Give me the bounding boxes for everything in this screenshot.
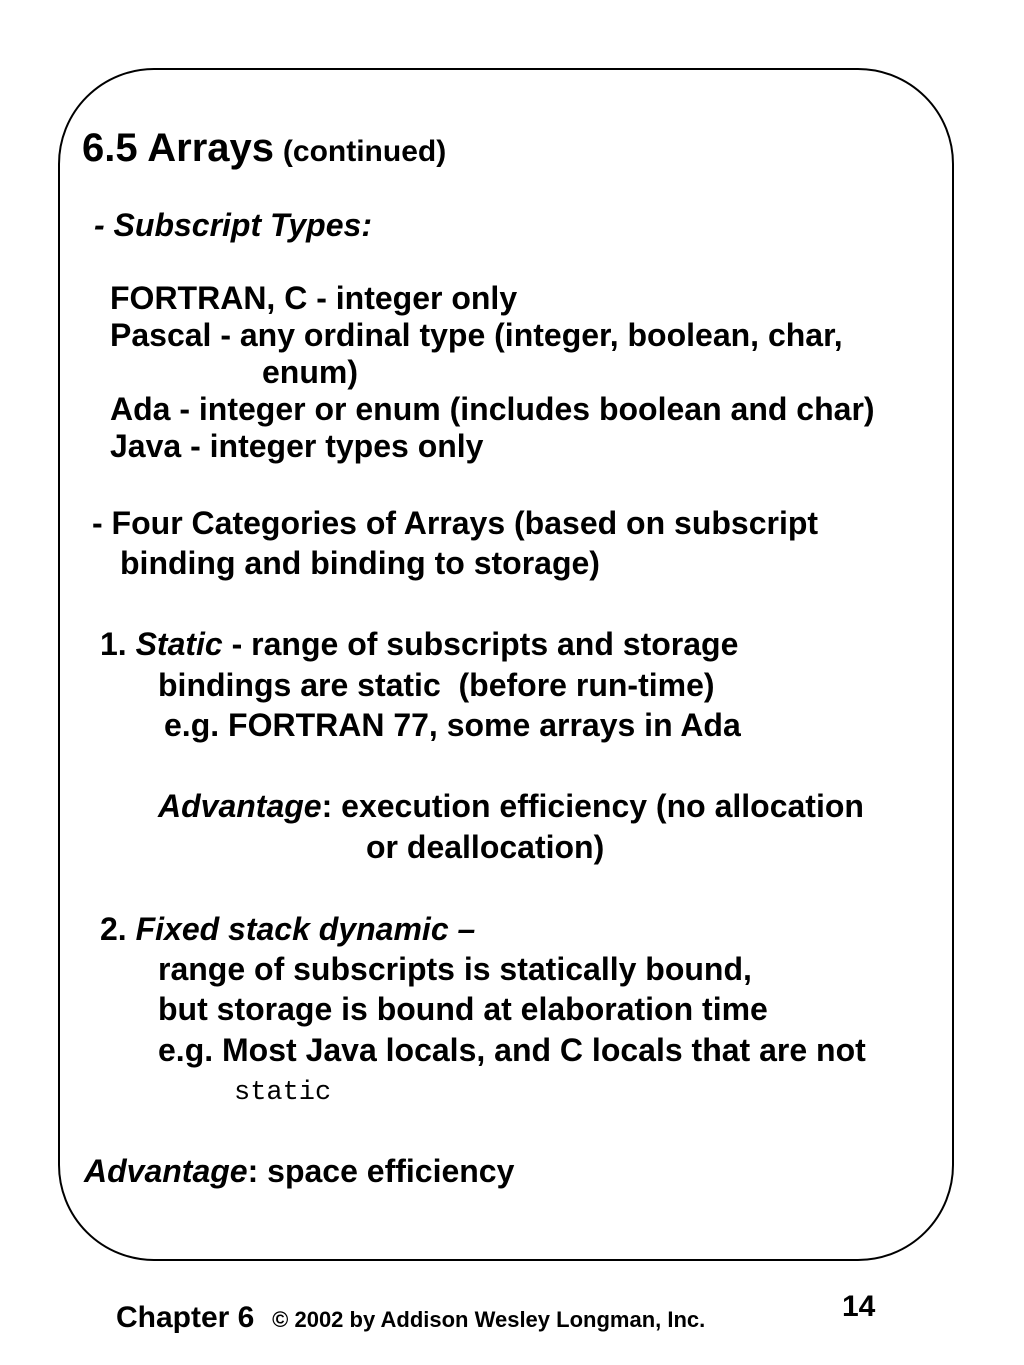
static-keyword: static bbox=[234, 1078, 332, 1108]
subscript-line: Ada - integer or enum (includes boolean and char) bbox=[110, 391, 875, 427]
item2-number: 2. bbox=[100, 911, 136, 947]
item2-heading bbox=[100, 910, 475, 948]
footer-chapter: Chapter 6 bbox=[116, 1301, 255, 1334]
item1-term: Static bbox=[135, 626, 223, 662]
footer bbox=[116, 1296, 705, 1340]
item1-line: bindings are static (before run-time) bbox=[158, 667, 715, 703]
subscript-line: enum) bbox=[262, 354, 358, 390]
categories-line: binding and binding to storage) bbox=[120, 545, 600, 581]
subscript-line: FORTRAN, C - integer only bbox=[110, 280, 518, 316]
advantage-text: : execution efficiency (no allocation bbox=[321, 788, 864, 824]
item2-line: but storage is bound at elaboration time bbox=[158, 991, 768, 1027]
item2-term: Fixed stack dynamic – bbox=[135, 911, 476, 947]
slide-title bbox=[82, 124, 446, 176]
item2-advantage bbox=[84, 1152, 514, 1190]
item1-heading bbox=[100, 625, 738, 663]
subscript-line: Pascal - any ordinal type (integer, boolean, char, bbox=[110, 317, 843, 353]
item1-advantage-cont: or deallocation) bbox=[366, 829, 605, 865]
title-suffix: (continued) bbox=[282, 135, 447, 168]
footer-copyright: © 2002 by Addison Wesley Longman, Inc. bbox=[272, 1307, 706, 1332]
item2-example: e.g. Most Java locals, and C locals that are not bbox=[158, 1032, 866, 1068]
title-main: 6.5 Arrays bbox=[82, 126, 274, 170]
slide-frame bbox=[58, 68, 954, 1261]
advantage-label: Advantage bbox=[158, 788, 322, 824]
subscript-line: Java - integer types only bbox=[110, 428, 484, 464]
item1-advantage bbox=[158, 787, 864, 825]
item2-line: range of subscripts is statically bound, bbox=[158, 951, 752, 987]
item1-example: e.g. FORTRAN 77, some arrays in Ada bbox=[164, 707, 741, 743]
subscript-heading: - Subscript Types: bbox=[94, 207, 372, 243]
categories-line: - Four Categories of Arrays (based on subscript bbox=[92, 505, 819, 541]
item1-rest: - range of subscripts and storage bbox=[222, 626, 739, 662]
advantage-label: Advantage bbox=[84, 1153, 248, 1189]
page-number: 14 bbox=[842, 1290, 876, 1323]
advantage-text: : space efficiency bbox=[247, 1153, 515, 1189]
item1-number: 1. bbox=[100, 626, 136, 662]
